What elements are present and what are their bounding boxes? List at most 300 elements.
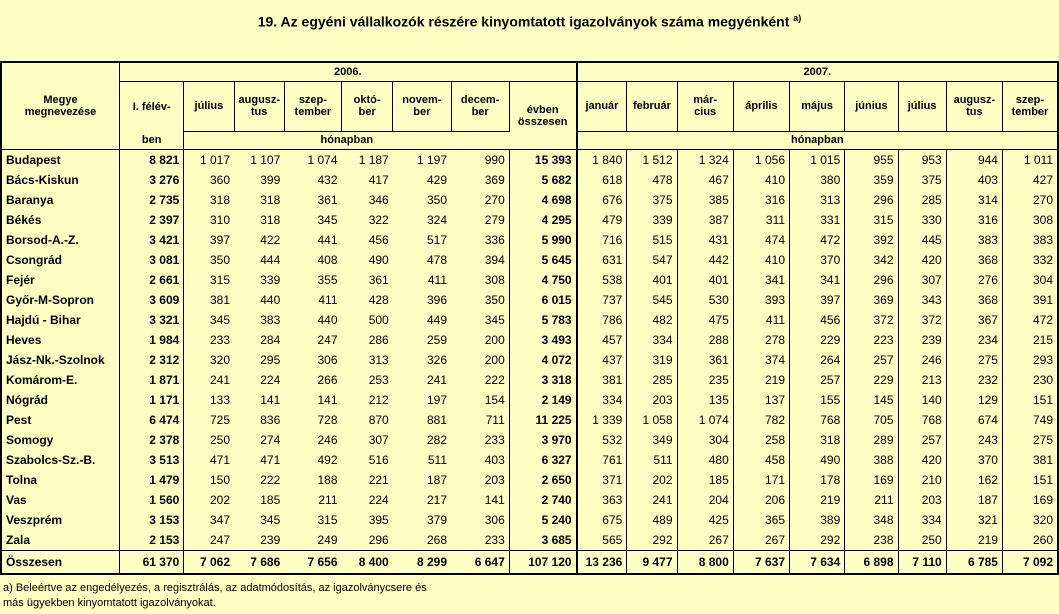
month-2007-value: 431 [677, 230, 733, 250]
year-total-value: 5 240 [509, 510, 576, 530]
month-2007-value: 229 [845, 370, 898, 390]
year-total-value: 6 327 [509, 450, 576, 470]
month-2007-value: 538 [577, 270, 627, 290]
month-2007-value: 320 [1002, 510, 1058, 530]
month-2007-header: augusz- tus [946, 82, 1002, 132]
month-2006-header: decem- ber [451, 82, 509, 132]
month-2007-value: 202 [627, 470, 677, 490]
month-2007-header: július [898, 82, 946, 132]
table-row [1, 190, 1058, 210]
month-2006-value: 1 074 [284, 150, 341, 171]
month-2007-value: 420 [898, 450, 946, 470]
total-row [1, 551, 1058, 575]
half-year-value: 2 153 [120, 530, 184, 551]
year-total-value: 2 650 [509, 470, 576, 490]
month-2006-value: 307 [368, 433, 389, 447]
month-2007-value: 171 [733, 470, 789, 490]
month-2006-value: 284 [260, 333, 281, 347]
month-2006-value: 870 [368, 413, 389, 427]
month-2006-value: 417 [368, 173, 389, 187]
month-2006-value: 217 [426, 493, 447, 507]
month-2007-value: 737 [577, 290, 627, 310]
month-2007-value: 7 110 [898, 551, 946, 575]
table-row [1, 250, 1058, 270]
month-2006-value: 397 [210, 233, 231, 247]
month-2007-value: 308 [1002, 210, 1058, 230]
month-2007-value: 786 [577, 310, 627, 330]
month-2006-value: 250 [210, 433, 231, 447]
month-2006-value: 241 [426, 373, 447, 387]
month-2007-header: április [733, 82, 789, 132]
table-body [1, 150, 1058, 575]
month-2006-value: 221 [368, 473, 389, 487]
month-2007-value: 135 [677, 390, 733, 410]
month-2007-value: 292 [790, 530, 845, 551]
month-2007-value: 307 [898, 270, 946, 290]
table-row [1, 310, 1058, 330]
month-2007-value: 472 [790, 230, 845, 250]
month-2007-value: 385 [677, 190, 733, 210]
month-2006-value: 456 [368, 233, 389, 247]
month-2007-value: 169 [1002, 490, 1058, 510]
month-2006-value: 336 [451, 230, 509, 250]
month-2007-header: február [627, 82, 677, 132]
county-name: Tolna [1, 470, 120, 490]
year-total-value: 5 682 [509, 170, 576, 190]
month-2006-value: 315 [317, 513, 338, 527]
month-2007-value: 427 [1002, 170, 1058, 190]
month-2007-value: 311 [733, 210, 789, 230]
month-2007-value: 375 [898, 170, 946, 190]
data-table [0, 61, 1059, 575]
month-2006-value: 187 [426, 473, 447, 487]
month-2007-value: 9 477 [627, 551, 677, 575]
month-2006-value: 355 [317, 273, 338, 287]
county-name: Nógrád [1, 390, 120, 410]
half-year-value: 8 821 [120, 150, 184, 171]
footnote [3, 581, 427, 611]
month-2007-value: 314 [946, 190, 1002, 210]
month-2007-value: 267 [733, 530, 789, 551]
month-2007-value: 367 [946, 310, 1002, 330]
month-2007-value: 387 [677, 210, 733, 230]
month-2006-value: 478 [426, 253, 447, 267]
month-2006-value: 154 [451, 390, 509, 410]
header-row-years [1, 62, 1058, 82]
month-2007-value: 401 [677, 270, 733, 290]
year-total-value: 6 015 [509, 290, 576, 310]
half-year-header: I. félév- [120, 82, 184, 132]
month-2007-value: 445 [898, 230, 946, 250]
month-2006-value: 490 [368, 253, 389, 267]
month-2006-value: 500 [368, 313, 389, 327]
month-2007-value: 944 [946, 150, 1002, 171]
month-2007-value: 1 056 [733, 150, 789, 171]
month-2006-value: 247 [317, 333, 338, 347]
month-2006-value: 360 [210, 173, 231, 187]
month-2007-value: 393 [733, 290, 789, 310]
month-2007-value: 480 [677, 450, 733, 470]
month-2007-value: 296 [845, 190, 898, 210]
month-2007-value: 676 [577, 190, 627, 210]
month-2007-value: 203 [898, 490, 946, 510]
month-2007-value: 437 [577, 350, 627, 370]
month-2006-value: 150 [210, 473, 231, 487]
year-total-value: 3 318 [509, 370, 576, 390]
month-2007-value: 361 [677, 350, 733, 370]
month-2006-value: 339 [260, 273, 281, 287]
month-2007-value: 321 [946, 510, 1002, 530]
month-2007-value: 267 [677, 530, 733, 551]
table-row [1, 410, 1058, 430]
month-2007-value: 372 [845, 310, 898, 330]
year-2006-header: 2006. [120, 62, 577, 82]
month-2006-value: 279 [451, 210, 509, 230]
county-name: Komárom-E. [1, 370, 120, 390]
month-2007-value: 8 800 [677, 551, 733, 575]
table-row [1, 230, 1058, 250]
month-2006-value: 239 [260, 533, 281, 547]
month-2007-value: 334 [627, 330, 677, 350]
county-name: Hajdú - Bihar [1, 310, 120, 330]
month-2006-value: 224 [260, 373, 281, 387]
table-row [1, 470, 1058, 490]
month-2007-value: 478 [627, 170, 677, 190]
month-2006-value: 6 647 [451, 551, 509, 575]
month-2007-value: 211 [845, 490, 898, 510]
month-2006-value: 326 [426, 353, 447, 367]
month-2007-value: 674 [946, 410, 1002, 430]
month-2007-value: 368 [946, 250, 1002, 270]
month-2007-value: 457 [577, 330, 627, 350]
month-2007-value: 341 [790, 270, 845, 290]
month-2007-value: 215 [1002, 330, 1058, 350]
month-2007-value: 1 840 [577, 150, 627, 171]
month-2007-header: január [577, 82, 627, 132]
month-2006-value: 492 [317, 453, 338, 467]
month-2007-value: 372 [898, 310, 946, 330]
year-total-value: 15 393 [509, 150, 576, 171]
month-2007-value: 264 [790, 350, 845, 370]
month-2006-value: 306 [451, 510, 509, 530]
month-2007-value: 953 [898, 150, 946, 171]
month-2007-value: 257 [790, 370, 845, 390]
month-2006-value: 222 [451, 370, 509, 390]
month-2007-value: 187 [946, 490, 1002, 510]
month-2007-value: 332 [1002, 250, 1058, 270]
month-2007-value: 675 [577, 510, 627, 530]
month-2006-value: 296 [368, 533, 389, 547]
month-2007-header: június [845, 82, 898, 132]
month-2007-value: 129 [946, 390, 1002, 410]
table-row [1, 290, 1058, 310]
month-2007-value: 371 [577, 470, 627, 490]
month-2006-value: 247 [210, 533, 231, 547]
month-2006-value: 222 [260, 473, 281, 487]
month-2007-header: szep- tember [1002, 82, 1058, 132]
year-total-value: 107 120 [509, 551, 576, 575]
month-2007-value: 334 [577, 390, 627, 410]
month-2007-value: 1 339 [577, 410, 627, 430]
month-2006-value: 381 [210, 293, 231, 307]
month-2007-value: 782 [733, 410, 789, 430]
month-2007-value: 391 [1002, 290, 1058, 310]
month-2006-value: 346 [368, 193, 389, 207]
month-2006-value: 516 [368, 453, 389, 467]
county-name: Baranya [1, 190, 120, 210]
month-2006-value: 202 [210, 493, 231, 507]
month-2006-value: 517 [426, 233, 447, 247]
page-title: 19. Az egyéni vállalkozók részére kinyomtatott igazolványok száma megyénként $^{a)}$ [257, 13, 802, 30]
month-2007-value: 219 [733, 370, 789, 390]
month-2006-value: 399 [260, 173, 281, 187]
month-2007-value: 258 [733, 430, 789, 450]
county-name: Csongrád [1, 250, 120, 270]
month-2007-value: 235 [677, 370, 733, 390]
month-2006-value: 836 [260, 413, 281, 427]
month-2006-header: szep- tember [284, 82, 341, 132]
table-row [1, 350, 1058, 370]
month-2007-value: 289 [845, 430, 898, 450]
month-2006-value: 347 [210, 513, 231, 527]
month-2007-value: 229 [790, 330, 845, 350]
month-2007-value: 276 [946, 270, 1002, 290]
month-2007-value: 304 [1002, 270, 1058, 290]
month-2007-value: 250 [898, 530, 946, 551]
month-2007-value: 631 [577, 250, 627, 270]
month-2007-value: 232 [946, 370, 1002, 390]
month-2007-value: 716 [577, 230, 627, 250]
month-2007-value: 370 [946, 450, 1002, 470]
month-2007-value: 768 [898, 410, 946, 430]
half-year-value: 1 871 [120, 370, 184, 390]
month-2007-value: 204 [677, 490, 733, 510]
table-row [1, 150, 1058, 171]
month-2007-value: 275 [946, 350, 1002, 370]
year-total-value: 2 740 [509, 490, 576, 510]
month-2006-value: 8 400 [342, 551, 393, 575]
county-name: Pest [1, 410, 120, 430]
month-2007-value: 169 [845, 470, 898, 490]
half-year-value: 3 153 [120, 510, 184, 530]
month-2006-value: 369 [451, 170, 509, 190]
month-2007-value: 389 [790, 510, 845, 530]
footnote-line-1: a) Beleértve az engedélyezés, a regisztrálás, az adatmódosítás, az igazolványcsere és [3, 582, 427, 594]
month-2007-value: 213 [898, 370, 946, 390]
month-2006-value: 203 [451, 470, 509, 490]
year-2007-header: 2007. [577, 62, 1058, 82]
month-2007-value: 246 [898, 350, 946, 370]
county-name: Jász-Nk.-Szolnok [1, 350, 120, 370]
table-row [1, 510, 1058, 530]
month-2007-value: 401 [627, 270, 677, 290]
header-row-months [1, 82, 1058, 132]
month-2007-value: 349 [627, 430, 677, 450]
month-2006-value: 440 [317, 313, 338, 327]
month-2007-value: 203 [627, 390, 677, 410]
month-2007-value: 420 [898, 250, 946, 270]
month-2007-value: 618 [577, 170, 627, 190]
county-column-header: Megye megnevezése [1, 62, 120, 150]
month-2007-value: 490 [790, 450, 845, 470]
table-row [1, 530, 1058, 551]
month-2007-value: 304 [677, 430, 733, 450]
month-2006-value: 7 062 [184, 551, 234, 575]
month-2007-value: 339 [627, 210, 677, 230]
month-2007-value: 210 [898, 470, 946, 490]
month-2007-value: 1 015 [790, 150, 845, 171]
county-name: Békés [1, 210, 120, 230]
county-name: Budapest [1, 150, 120, 171]
month-2006-value: 274 [260, 433, 281, 447]
month-2006-value: 318 [260, 193, 281, 207]
month-2006-value: 471 [260, 453, 281, 467]
month-2006-value: 324 [426, 213, 447, 227]
year-total-value: 4 750 [509, 270, 576, 290]
month-2007-value: 145 [845, 390, 898, 410]
month-2007-value: 318 [790, 430, 845, 450]
month-2006-value: 268 [426, 533, 447, 547]
half-year-value: 3 276 [120, 170, 184, 190]
month-2007-value: 241 [627, 490, 677, 510]
month-2006-value: 249 [317, 533, 338, 547]
month-2006-value: 246 [317, 433, 338, 447]
table-row [1, 170, 1058, 190]
table-row [1, 210, 1058, 230]
month-2006-value: 200 [451, 330, 509, 350]
month-2007-value: 7 637 [733, 551, 789, 575]
half-year-value: 1 560 [120, 490, 184, 510]
half-year-value: 3 081 [120, 250, 184, 270]
month-2007-value: 365 [733, 510, 789, 530]
month-2007-value: 383 [946, 230, 1002, 250]
month-2007-value: 234 [946, 330, 1002, 350]
month-2007-value: 392 [845, 230, 898, 250]
month-2006-value: 318 [210, 193, 231, 207]
half-year-value: 2 397 [120, 210, 184, 230]
month-2006-value: 379 [426, 513, 447, 527]
month-2006-value: 224 [368, 493, 389, 507]
month-2007-value: 374 [733, 350, 789, 370]
title-footnote-marker: a) [793, 13, 802, 23]
month-2006-value: 308 [451, 270, 509, 290]
month-2007-value: 243 [946, 430, 1002, 450]
month-2007-value: 140 [898, 390, 946, 410]
month-2007-value: 219 [946, 530, 1002, 551]
half-year-value: 1 479 [120, 470, 184, 490]
month-2006-header: július [184, 82, 234, 132]
month-2006-value: 212 [368, 393, 389, 407]
month-2007-value: 278 [733, 330, 789, 350]
county-name: Bács-Kiskun [1, 170, 120, 190]
month-2006-value: 361 [368, 273, 389, 287]
month-2006-value: 286 [368, 333, 389, 347]
half-year-value: 2 312 [120, 350, 184, 370]
month-2006-value: 200 [451, 350, 509, 370]
month-2007-value: 239 [898, 330, 946, 350]
county-name: Győr-M-Sopron [1, 290, 120, 310]
month-2006-value: 8 299 [393, 551, 451, 575]
month-2007-value: 472 [1002, 310, 1058, 330]
year-total-value: 3 685 [509, 530, 576, 551]
month-2007-value: 316 [733, 190, 789, 210]
month-2006-value: 188 [317, 473, 338, 487]
month-2007-value: 359 [845, 170, 898, 190]
table-row [1, 490, 1058, 510]
year-total-value: 3 493 [509, 330, 576, 350]
month-2006-value: 318 [260, 213, 281, 227]
month-2007-value: 383 [1002, 230, 1058, 250]
month-2007-value: 375 [627, 190, 677, 210]
month-2007-value: 442 [677, 250, 733, 270]
month-2007-value: 6 785 [946, 551, 1002, 575]
month-2007-header: már- cius [677, 82, 733, 132]
table-row [1, 450, 1058, 470]
month-2007-value: 292 [627, 530, 677, 551]
month-2006-value: 141 [260, 393, 281, 407]
half-year-value: 2 735 [120, 190, 184, 210]
month-2007-value: 319 [627, 350, 677, 370]
month-2007-value: 467 [677, 170, 733, 190]
month-2007-value: 380 [790, 170, 845, 190]
month-2006-value: 432 [317, 173, 338, 187]
half-year-value: 1 984 [120, 330, 184, 350]
month-2007-value: 285 [898, 190, 946, 210]
month-2007-value: 315 [845, 210, 898, 230]
month-2007-value: 178 [790, 470, 845, 490]
month-2006-value: 383 [260, 313, 281, 327]
month-2007-value: 206 [733, 490, 789, 510]
month-2007-value: 13 236 [577, 551, 627, 575]
month-2007-value: 547 [627, 250, 677, 270]
month-2006-value: 711 [451, 410, 509, 430]
month-2007-value: 545 [627, 290, 677, 310]
month-2007-value: 1 512 [627, 150, 677, 171]
year-total-value: 4 698 [509, 190, 576, 210]
month-2006-value: 233 [451, 430, 509, 450]
month-2007-value: 313 [790, 190, 845, 210]
month-2006-header: októ- ber [342, 82, 393, 132]
half-year-value: 3 321 [120, 310, 184, 330]
table-row [1, 370, 1058, 390]
county-name: Veszprém [1, 510, 120, 530]
month-2007-value: 479 [577, 210, 627, 230]
month-2006-value: 511 [427, 453, 447, 467]
year-total-value: 5 990 [509, 230, 576, 250]
month-2007-value: 343 [898, 290, 946, 310]
year-total-value: 5 645 [509, 250, 576, 270]
month-2007-value: 7 092 [1002, 551, 1058, 575]
half-year-value: 3 609 [120, 290, 184, 310]
month-2007-value: 257 [898, 430, 946, 450]
month-2006-value: 211 [318, 493, 338, 507]
month-2007-value: 955 [845, 150, 898, 171]
month-2006-value: 141 [451, 490, 509, 510]
unit-2007-label: hónapban [577, 131, 1058, 150]
month-2007-value: 530 [677, 290, 733, 310]
month-2006-value: 411 [318, 293, 338, 307]
month-2007-value: 515 [627, 230, 677, 250]
month-2007-value: 456 [790, 310, 845, 330]
month-2006-value: 471 [210, 453, 231, 467]
month-2007-value: 532 [577, 430, 627, 450]
month-2007-value: 397 [790, 290, 845, 310]
month-2007-value: 458 [733, 450, 789, 470]
month-2006-value: 253 [368, 373, 389, 387]
half-year-header-suffix: ben [120, 131, 184, 150]
month-2007-value: 1 058 [627, 410, 677, 430]
county-name: Heves [1, 330, 120, 350]
